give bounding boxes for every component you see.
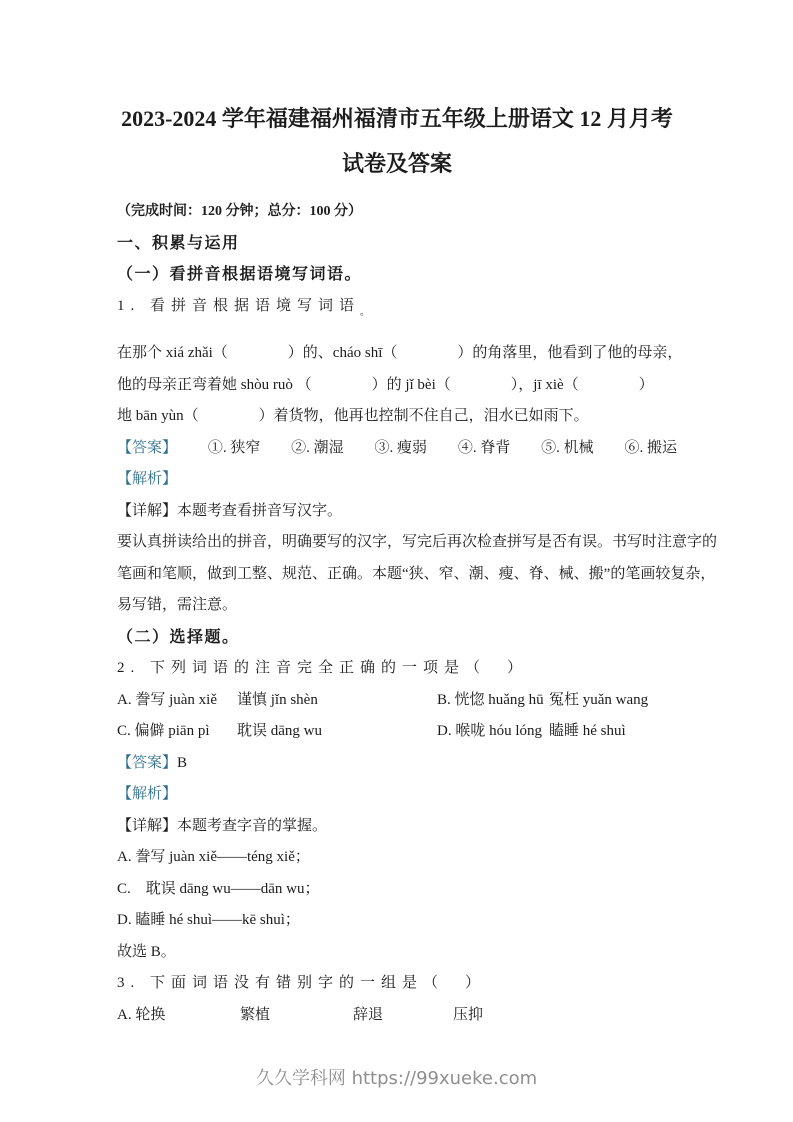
subsection1-heading: （一）看拼音根据语境写词语。 xyxy=(117,266,363,283)
q3-stem: 3. 下面词语没有错别字的一组是（ ） xyxy=(117,975,487,991)
q1-passage-line: 他的母亲正弯着她 shòu ruò （ ）的 jǐ bèi（ ），jī xiè（ ） xyxy=(117,376,654,393)
q1-answer-item: ①. 狭窄 xyxy=(207,439,261,456)
q1-detail-line: 要认真拼读给出的拼音，明确要写的汉字，写完后再次检查拼写是否有误。书写时注意字的 xyxy=(117,534,718,550)
q2-options-row xyxy=(117,685,677,717)
q1-answer-item: ⑤. 机械 xyxy=(541,439,594,456)
q1-answer-item: ⑥. 搬运 xyxy=(624,439,677,456)
answer-label: 【答案】 xyxy=(117,439,178,456)
q2-answer-value: B xyxy=(177,754,188,771)
footer-site-name: 久久学科网 xyxy=(255,1068,346,1089)
q1-stem-period: 。 xyxy=(360,306,371,318)
answer-label: 【答案】 xyxy=(117,754,178,771)
q1-detail-line: 易写错，需注意。 xyxy=(117,597,238,613)
title-line-2: 试卷及答案 xyxy=(341,151,452,176)
q2-option: D. 喉咙 hóu lóng xyxy=(437,723,543,739)
q1-stem-text: 1. 看拼音根据语境写词语 xyxy=(117,297,361,314)
q3-option: 压抑 xyxy=(453,1006,484,1023)
q2-option: 谨慎 jǐn shèn xyxy=(237,691,318,708)
exam-meta: （完成时间：120 分钟；总分：100 分） xyxy=(117,204,362,219)
q2-analysis-label: 【解析】 xyxy=(117,786,178,802)
q2-answer-row xyxy=(117,748,677,780)
q1-detail-line: 【详解】本题考查看拼音写汉字。 xyxy=(117,502,343,519)
q2-options-row xyxy=(117,716,677,748)
page-title xyxy=(117,96,677,186)
q2-explanation-line: C. 耽误 dāng wu——dān wu； xyxy=(117,880,320,897)
q1-answer-item: ③. 瘦弱 xyxy=(374,439,427,456)
footer-watermark xyxy=(0,1064,793,1090)
q3-option: A. 轮换 xyxy=(117,1006,166,1023)
document-content xyxy=(117,96,718,1031)
section-heading: 一、积累与运用 xyxy=(117,234,240,252)
q1-stem xyxy=(117,291,677,329)
q3-option: 辞退 xyxy=(353,1006,384,1023)
q2-option: 冤枉 yuǎn wang xyxy=(549,691,649,708)
q2-detail: 【详解】本题考查字音的掌握。 xyxy=(117,817,328,834)
q2-explanation-line: A. 誊写 juàn xiě——téng xiě； xyxy=(117,849,310,865)
q2-option: B. 恍惚 huǎng hū xyxy=(437,691,544,708)
subsection2-heading: （二）选择题。 xyxy=(117,628,240,646)
q2-stem: 2. 下列词语的注音完全正确的一项是（ ） xyxy=(117,660,529,676)
q2-explanation-line: D. 瞌睡 hé shuì——kē shuì； xyxy=(117,912,300,928)
q1-answer-row xyxy=(117,433,677,465)
q1-analysis-label: 【解析】 xyxy=(117,471,178,487)
q1-passage-line: 地 bān yùn（ ）着货物，他再也控制不住自己，泪水已如雨下。 xyxy=(117,408,589,424)
footer-url: https://99xueke.com xyxy=(351,1068,538,1089)
title-line-1: 2023-2024 学年福建福州福清市五年级上册语文 12 月月考 xyxy=(121,106,673,131)
q2-conclusion: 故选 B。 xyxy=(117,943,176,960)
q1-passage xyxy=(117,338,683,433)
q3-options-row xyxy=(117,1000,677,1032)
q2-option: C. 偏僻 piān pì xyxy=(117,723,210,739)
q2-option: 瞌睡 hé shuì xyxy=(549,723,626,739)
q1-answer-item: ②. 潮湿 xyxy=(291,439,344,456)
q2-option: A. 誊写 juàn xiě xyxy=(117,691,217,708)
q1-answer-item: ④. 脊背 xyxy=(457,439,511,456)
q1-passage-line: 在那个 xiá zhǎi（ ）的、cháo shī（ ）的角落里，他看到了他的母亲， xyxy=(117,345,683,361)
q1-detail-line: 笔画和笔顺，做到工整、规范、正确。本题“狭、窄、潮、瘦、脊、械、搬”的笔画较复杂， xyxy=(117,565,716,582)
q3-option: 繁植 xyxy=(240,1006,271,1023)
q2-option: 耽误 dāng wu xyxy=(237,723,322,739)
